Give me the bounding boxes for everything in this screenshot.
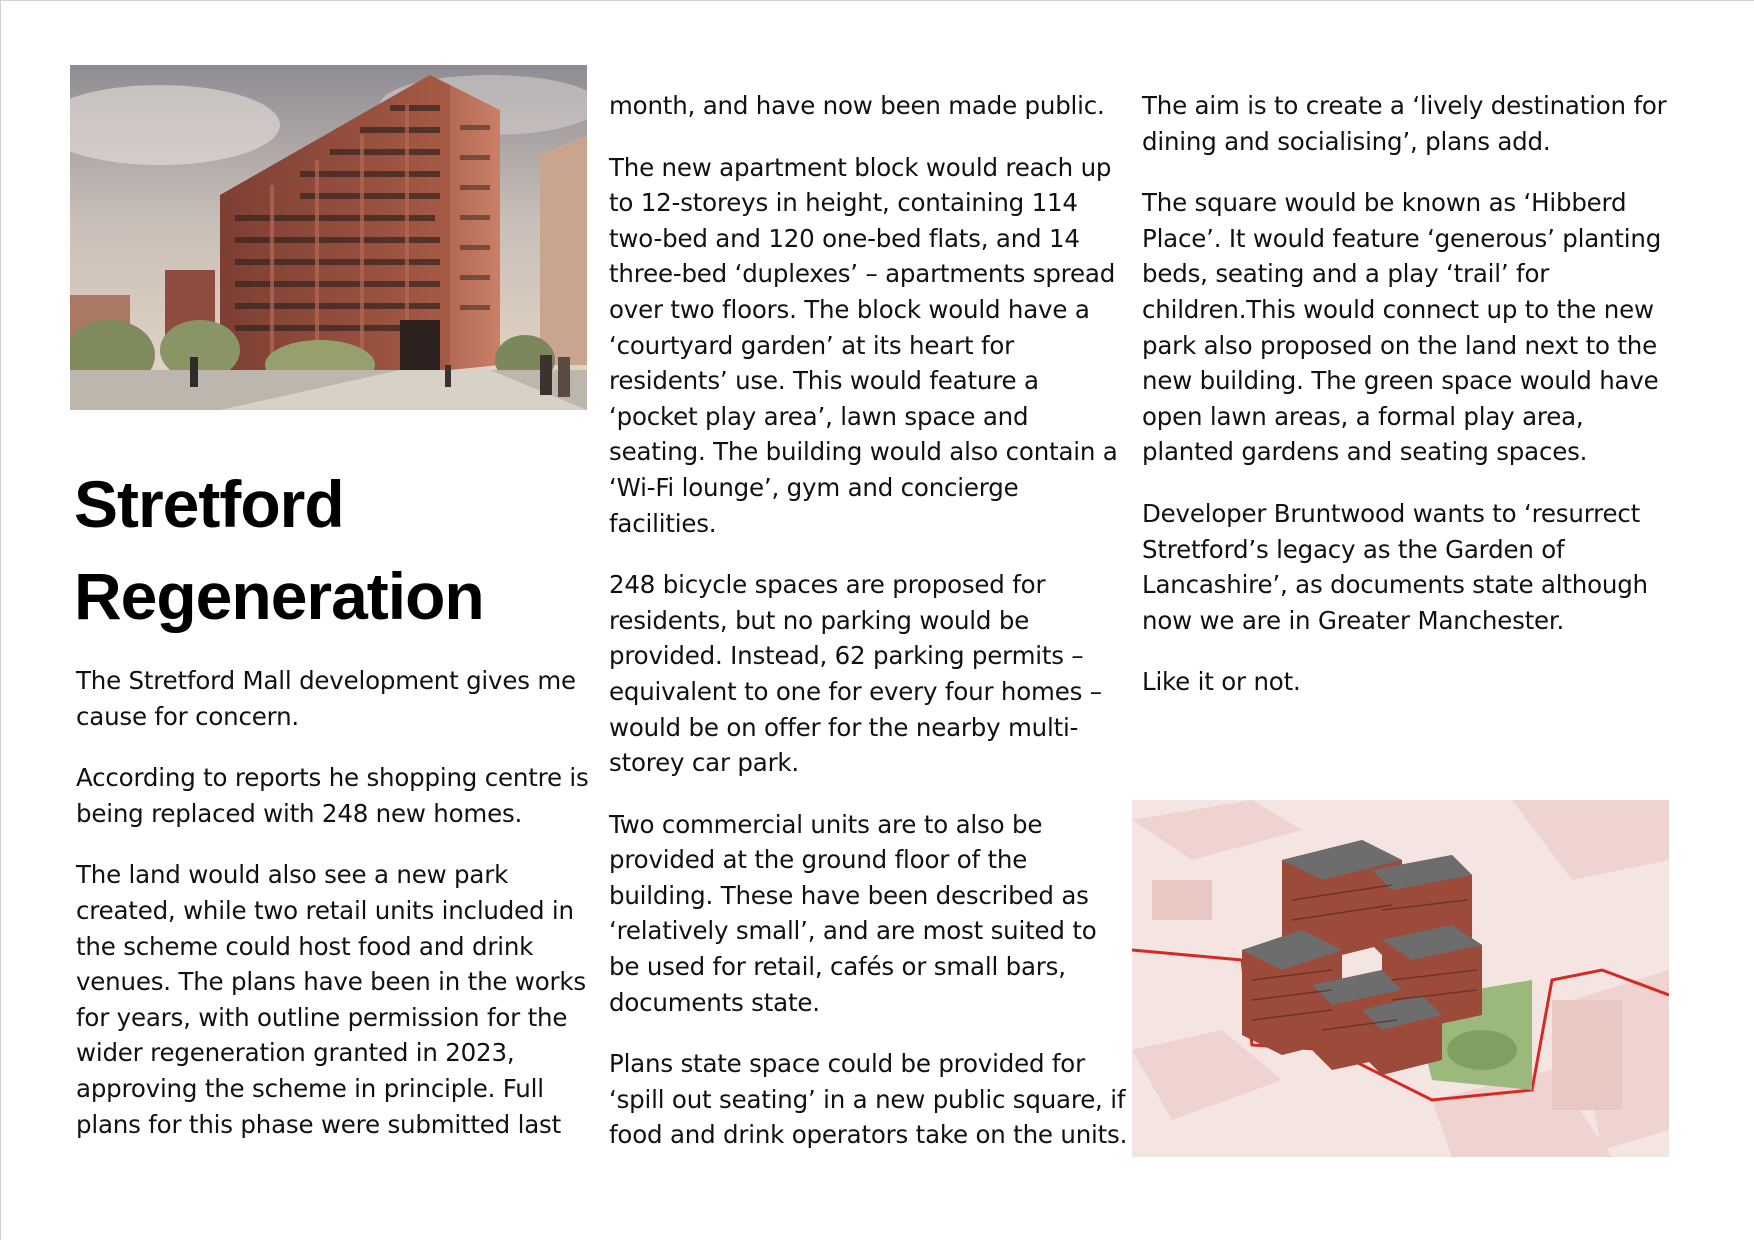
paragraph: The aim is to create a ‘lively destination for dining and socialising’, plans add. [1142, 91, 1667, 156]
paragraph: Two commercial units are to also be provided at the ground floor of the building. These have been described as ‘relatively small’, and are most suited to be used for retail, cafés or small bars, documents state. [609, 809, 1097, 1017]
paragraph: 248 bicycle spaces are proposed for residents, but no parking would be provided. Instead, 62 parking permits – equivalent to one for every four homes – would be on offer for the nearby multi-storey car park. [609, 570, 1102, 778]
paragraph: The new apartment block would reach up to 12-storeys in height, containing 114 two-bed and 120 one-bed flats, and 14 three-bed ‘duplexes’ – apartments spread over two floors. The block would have a ‘courtyard garden’ at its heart for residents’ use. This would feature a ‘pocket play area’, lawn space and seating. The building would also contain a ‘Wi-Fi lounge’, gym and concierge facilities. [609, 152, 1118, 538]
paragraph: Like it or not. [1142, 667, 1301, 697]
article-column-1 [76, 663, 594, 1168]
title-line-1: Stretford [74, 467, 344, 541]
article-column-3 [1142, 88, 1672, 726]
paragraph: month, and have now been made public. [609, 91, 1105, 120]
paragraph: The land would also see a new park created, while two retail units included in the scheme could host food and drink venues. The plans have been in the works for years, with outline permission for the wider regeneration granted in 2023, approving the scheme in principle. Full plans for this phase were submitted last [76, 860, 586, 1139]
aerial-site-plan-image [1132, 800, 1669, 1157]
paragraph: Plans state space could be provided for ‘spill out seating’ in a new public square, if food and drink operators take on the units. [609, 1049, 1128, 1150]
paragraph: According to reports he shopping centre is being replaced with 248 new homes. [76, 763, 589, 828]
building-render-image [70, 65, 587, 410]
paragraph: Developer Bruntwood wants to ‘resurrect Stretford’s legacy as the Garden of Lancashire’, as documents state although now we are in Greater Manchester. [1142, 498, 1648, 635]
paragraph: The square would be known as ‘Hibberd Place’. It would feature ‘generous’ planting beds, seating and a play ‘trail’ for children.This would connect up to the new park also proposed on the land next to the new building. The green space would have open lawn areas, a formal play area, planted gardens and seating spaces. [1142, 188, 1662, 467]
article-column-2 [609, 88, 1129, 1179]
title-line-2: Regeneration [74, 559, 484, 633]
paragraph: The Stretford Mall development gives me cause for concern. [76, 666, 576, 731]
article-title [74, 458, 594, 642]
